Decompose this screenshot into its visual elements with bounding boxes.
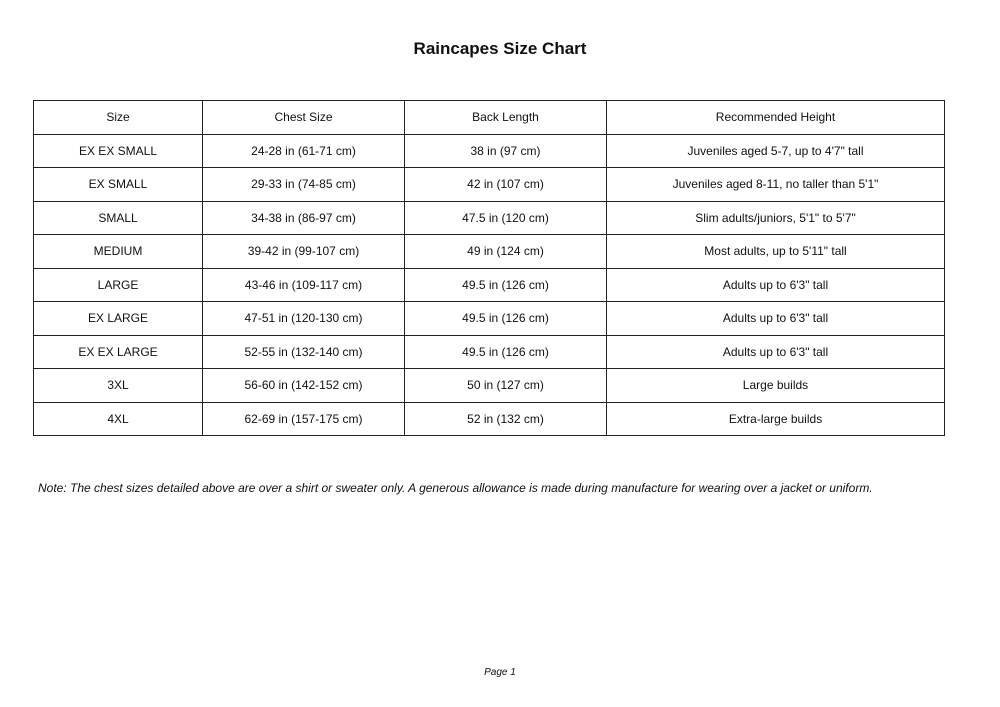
cell-chest-size: 62-69 in (157-175 cm) [203, 402, 405, 436]
cell-size: 3XL [34, 369, 203, 403]
cell-chest-size: 52-55 in (132-140 cm) [203, 335, 405, 369]
cell-back-length: 49 in (124 cm) [405, 235, 607, 269]
cell-size: EX SMALL [34, 168, 203, 202]
cell-size: EX LARGE [34, 302, 203, 336]
cell-size: SMALL [34, 201, 203, 235]
cell-size: 4XL [34, 402, 203, 436]
cell-back-length: 38 in (97 cm) [405, 134, 607, 168]
table-header-row [34, 101, 945, 135]
cell-chest-size: 47-51 in (120-130 cm) [203, 302, 405, 336]
cell-back-length: 49.5 in (126 cm) [405, 335, 607, 369]
cell-size: MEDIUM [34, 235, 203, 269]
page-title: Raincapes Size Chart [413, 39, 587, 58]
table-row [34, 201, 945, 235]
table-row [34, 168, 945, 202]
table-row [34, 235, 945, 269]
table-row [34, 268, 945, 302]
cell-recommended-height: Most adults, up to 5'11" tall [607, 235, 945, 269]
header-back-length: Back Length [405, 101, 607, 135]
page-number: Page 1 [484, 667, 516, 678]
cell-recommended-height: Adults up to 6'3" tall [607, 268, 945, 302]
cell-back-length: 42 in (107 cm) [405, 168, 607, 202]
cell-recommended-height: Adults up to 6'3" tall [607, 302, 945, 336]
cell-back-length: 49.5 in (126 cm) [405, 302, 607, 336]
table-row [34, 335, 945, 369]
cell-size: EX EX LARGE [34, 335, 203, 369]
table-row [34, 369, 945, 403]
cell-recommended-height: Large builds [607, 369, 945, 403]
cell-recommended-height: Juveniles aged 8-11, no taller than 5'1" [607, 168, 945, 202]
cell-size: LARGE [34, 268, 203, 302]
cell-back-length: 47.5 in (120 cm) [405, 201, 607, 235]
cell-back-length: 52 in (132 cm) [405, 402, 607, 436]
cell-recommended-height: Juveniles aged 5-7, up to 4'7" tall [607, 134, 945, 168]
cell-recommended-height: Slim adults/juniors, 5'1" to 5'7" [607, 201, 945, 235]
cell-chest-size: 24-28 in (61-71 cm) [203, 134, 405, 168]
footnote: Note: The chest sizes detailed above are over a shirt or sweater only. A generous allowance is made during manufacture for wearing over a jacket or uniform. [38, 481, 873, 495]
cell-back-length: 50 in (127 cm) [405, 369, 607, 403]
cell-recommended-height: Extra-large builds [607, 402, 945, 436]
table-row [34, 402, 945, 436]
table-row [34, 302, 945, 336]
cell-chest-size: 29-33 in (74-85 cm) [203, 168, 405, 202]
cell-chest-size: 39-42 in (99-107 cm) [203, 235, 405, 269]
table-row [34, 134, 945, 168]
cell-size: EX EX SMALL [34, 134, 203, 168]
cell-back-length: 49.5 in (126 cm) [405, 268, 607, 302]
header-size: Size [34, 101, 203, 135]
cell-chest-size: 56-60 in (142-152 cm) [203, 369, 405, 403]
header-chest-size: Chest Size [203, 101, 405, 135]
cell-chest-size: 34-38 in (86-97 cm) [203, 201, 405, 235]
size-chart-table [33, 100, 945, 436]
cell-recommended-height: Adults up to 6'3" tall [607, 335, 945, 369]
cell-chest-size: 43-46 in (109-117 cm) [203, 268, 405, 302]
header-recommended-height: Recommended Height [607, 101, 945, 135]
